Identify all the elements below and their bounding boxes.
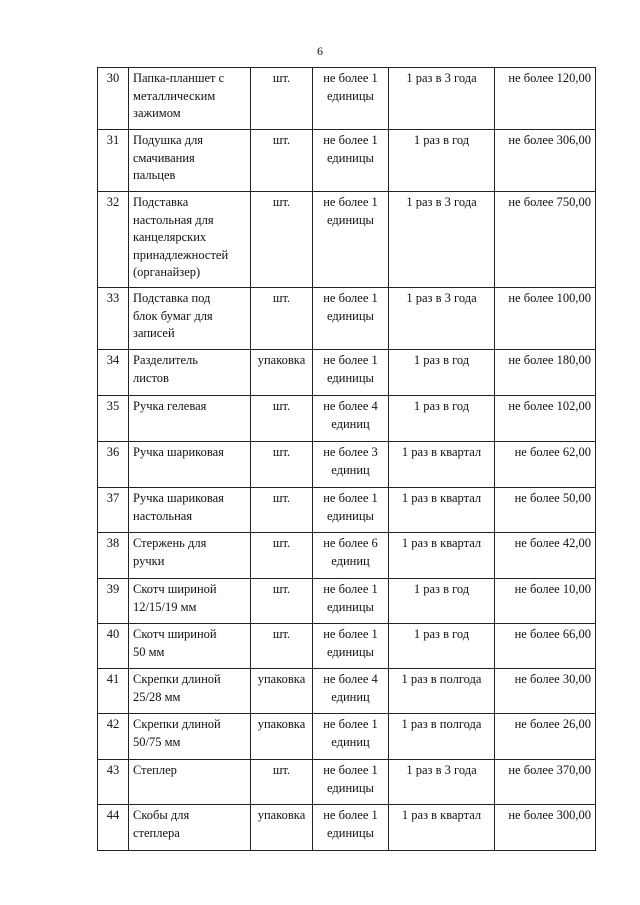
quantity-limit [313,760,389,805]
quantity-limit [313,396,389,442]
table-row [98,669,596,714]
item-name [129,488,251,533]
row-number: 39 [98,579,129,624]
replacement-period: 1 раз в год [389,350,495,396]
quantity-line: единиц [331,553,370,568]
item-name-line: Скрепки длиной [133,672,221,686]
unit-of-measure: упаковка [251,350,313,396]
price-limit: не более 30,00 [495,669,596,714]
item-name [129,442,251,488]
table-row [98,68,596,130]
item-name [129,669,251,714]
table-row [98,760,596,805]
table-row [98,579,596,624]
item-name-line: (органайзер) [133,265,201,279]
replacement-period: 1 раз в год [389,396,495,442]
price-limit: не более 306,00 [495,130,596,192]
quantity-line: не более 4 [323,399,378,413]
replacement-period: 1 раз в 3 года [389,192,495,288]
price-limit: не более 26,00 [495,714,596,760]
replacement-period: 1 раз в год [389,130,495,192]
row-number: 35 [98,396,129,442]
quantity-line: не более 1 [323,808,378,822]
item-name-line: листов [133,370,169,385]
quantity-limit [313,805,389,851]
unit-of-measure: шт. [251,68,313,130]
replacement-period: 1 раз в квартал [389,488,495,533]
item-name-line: зажимом [133,106,181,120]
price-limit: не более 62,00 [495,442,596,488]
unit-of-measure: шт. [251,488,313,533]
quantity-limit [313,714,389,760]
item-name [129,350,251,396]
quantity-line: не более 1 [323,717,378,731]
quantity-line: единицы [327,508,374,523]
quantity-line: единицы [327,212,374,227]
item-name-line: Подставка [133,195,189,209]
table-row [98,350,596,396]
quantity-line: единицы [327,644,374,659]
price-limit: не более 120,00 [495,68,596,130]
item-name-line: Подставка под [133,291,211,305]
quantity-limit [313,488,389,533]
table-row [98,533,596,579]
row-number: 31 [98,130,129,192]
quantity-limit [313,669,389,714]
unit-of-measure: шт. [251,579,313,624]
unit-of-measure: шт. [251,442,313,488]
price-limit: не более 50,00 [495,488,596,533]
price-limit: не более 66,00 [495,624,596,669]
replacement-period: 1 раз в 3 года [389,760,495,805]
item-name [129,288,251,350]
item-name [129,192,251,288]
quantity-limit [313,130,389,192]
replacement-period: 1 раз в квартал [389,442,495,488]
row-number: 37 [98,488,129,533]
quantity-line: не более 4 [323,672,378,686]
item-name-line: Стержень для [133,536,207,550]
item-name-line: 50/75 мм [133,734,181,749]
item-name [129,396,251,442]
quantity-line: не более 1 [323,133,378,147]
row-number: 43 [98,760,129,805]
table-row [98,624,596,669]
item-name-line: канцелярских [133,230,207,244]
replacement-period: 1 раз в 3 года [389,288,495,350]
price-limit: не более 10,00 [495,579,596,624]
item-name-line: 50 мм [133,644,165,659]
page-number: 6 [317,44,323,58]
item-name [129,130,251,192]
quantity-line: не более 1 [323,627,378,641]
table-row [98,805,596,851]
item-name-line: 25/28 мм [133,689,181,704]
quantity-line: не более 1 [323,71,378,85]
row-number: 30 [98,68,129,130]
quantity-line: единицы [327,150,374,165]
row-number: 33 [98,288,129,350]
item-name-line: Скотч шириной [133,582,217,596]
replacement-period: 1 раз в полгода [389,714,495,760]
row-number: 34 [98,350,129,396]
replacement-period: 1 раз в 3 года [389,68,495,130]
quantity-limit [313,350,389,396]
quantity-limit [313,68,389,130]
item-name [129,805,251,851]
replacement-period: 1 раз в квартал [389,805,495,851]
row-number: 42 [98,714,129,760]
item-name-line: Скобы для [133,808,190,822]
item-name-line: металлическим [133,88,216,103]
item-name-line: Подушка для [133,133,204,147]
supplies-table-body [98,68,596,851]
quantity-line: не более 1 [323,582,378,596]
price-limit: не более 42,00 [495,533,596,579]
table-row [98,288,596,350]
unit-of-measure: упаковка [251,714,313,760]
quantity-limit [313,624,389,669]
replacement-period: 1 раз в год [389,579,495,624]
price-limit: не более 102,00 [495,396,596,442]
item-name [129,714,251,760]
replacement-period: 1 раз в квартал [389,533,495,579]
item-name-line: Скрепки длиной [133,717,221,731]
item-name [129,760,251,805]
quantity-line: единицы [327,780,374,795]
table-row [98,442,596,488]
quantity-line: не более 1 [323,491,378,505]
quantity-line: единицы [327,308,374,323]
item-name-line: Папка-планшет с [133,71,225,85]
row-number: 41 [98,669,129,714]
quantity-limit [313,192,389,288]
price-limit: не более 370,00 [495,760,596,805]
unit-of-measure: шт. [251,288,313,350]
table-row [98,192,596,288]
quantity-line: единиц [331,689,370,704]
quantity-line: не более 1 [323,195,378,209]
item-name-line: Степлер [133,763,177,777]
item-name [129,533,251,579]
item-name-line: Разделитель [133,353,198,367]
unit-of-measure: шт. [251,624,313,669]
unit-of-measure: шт. [251,192,313,288]
item-name-line: настольная [133,508,193,523]
supplies-table [97,67,596,851]
item-name-line: ручки [133,553,165,568]
quantity-limit [313,288,389,350]
quantity-limit [313,533,389,579]
quantity-line: единицы [327,825,374,840]
price-limit: не более 750,00 [495,192,596,288]
item-name-line: Ручка шариковая [133,445,224,459]
quantity-line: не более 1 [323,291,378,305]
unit-of-measure: шт. [251,533,313,579]
item-name-line: Ручка шариковая [133,491,224,505]
quantity-line: единицы [327,370,374,385]
table-row [98,130,596,192]
table-row [98,488,596,533]
price-limit: не более 180,00 [495,350,596,396]
item-name-line: Скотч шириной [133,627,217,641]
row-number: 32 [98,192,129,288]
row-number: 38 [98,533,129,579]
quantity-line: не более 6 [323,536,378,550]
price-limit: не более 300,00 [495,805,596,851]
unit-of-measure: шт. [251,130,313,192]
table-row [98,396,596,442]
item-name-line: блок бумаг для [133,308,213,323]
item-name-line: 12/15/19 мм [133,599,197,614]
item-name-line: пальцев [133,168,176,182]
quantity-line: единиц [331,734,370,749]
price-limit: не более 100,00 [495,288,596,350]
unit-of-measure: шт. [251,760,313,805]
item-name-line: смачивания [133,150,195,165]
unit-of-measure: упаковка [251,669,313,714]
quantity-limit [313,579,389,624]
quantity-limit [313,442,389,488]
item-name [129,624,251,669]
replacement-period: 1 раз в полгода [389,669,495,714]
table-row [98,714,596,760]
item-name-line: Ручка гелевая [133,399,207,413]
item-name-line: записей [133,326,175,340]
unit-of-measure: упаковка [251,805,313,851]
quantity-line: единиц [331,416,370,431]
quantity-line: не более 1 [323,353,378,367]
quantity-line: не более 1 [323,763,378,777]
item-name [129,68,251,130]
replacement-period: 1 раз в год [389,624,495,669]
unit-of-measure: шт. [251,396,313,442]
item-name [129,579,251,624]
item-name-line: принадлежностей [133,247,229,262]
item-name-line: настольная для [133,212,214,227]
row-number: 40 [98,624,129,669]
quantity-line: не более 3 [323,445,378,459]
quantity-line: единицы [327,88,374,103]
quantity-line: единицы [327,599,374,614]
row-number: 36 [98,442,129,488]
item-name-line: степлера [133,825,180,840]
quantity-line: единиц [331,462,370,477]
row-number: 44 [98,805,129,851]
